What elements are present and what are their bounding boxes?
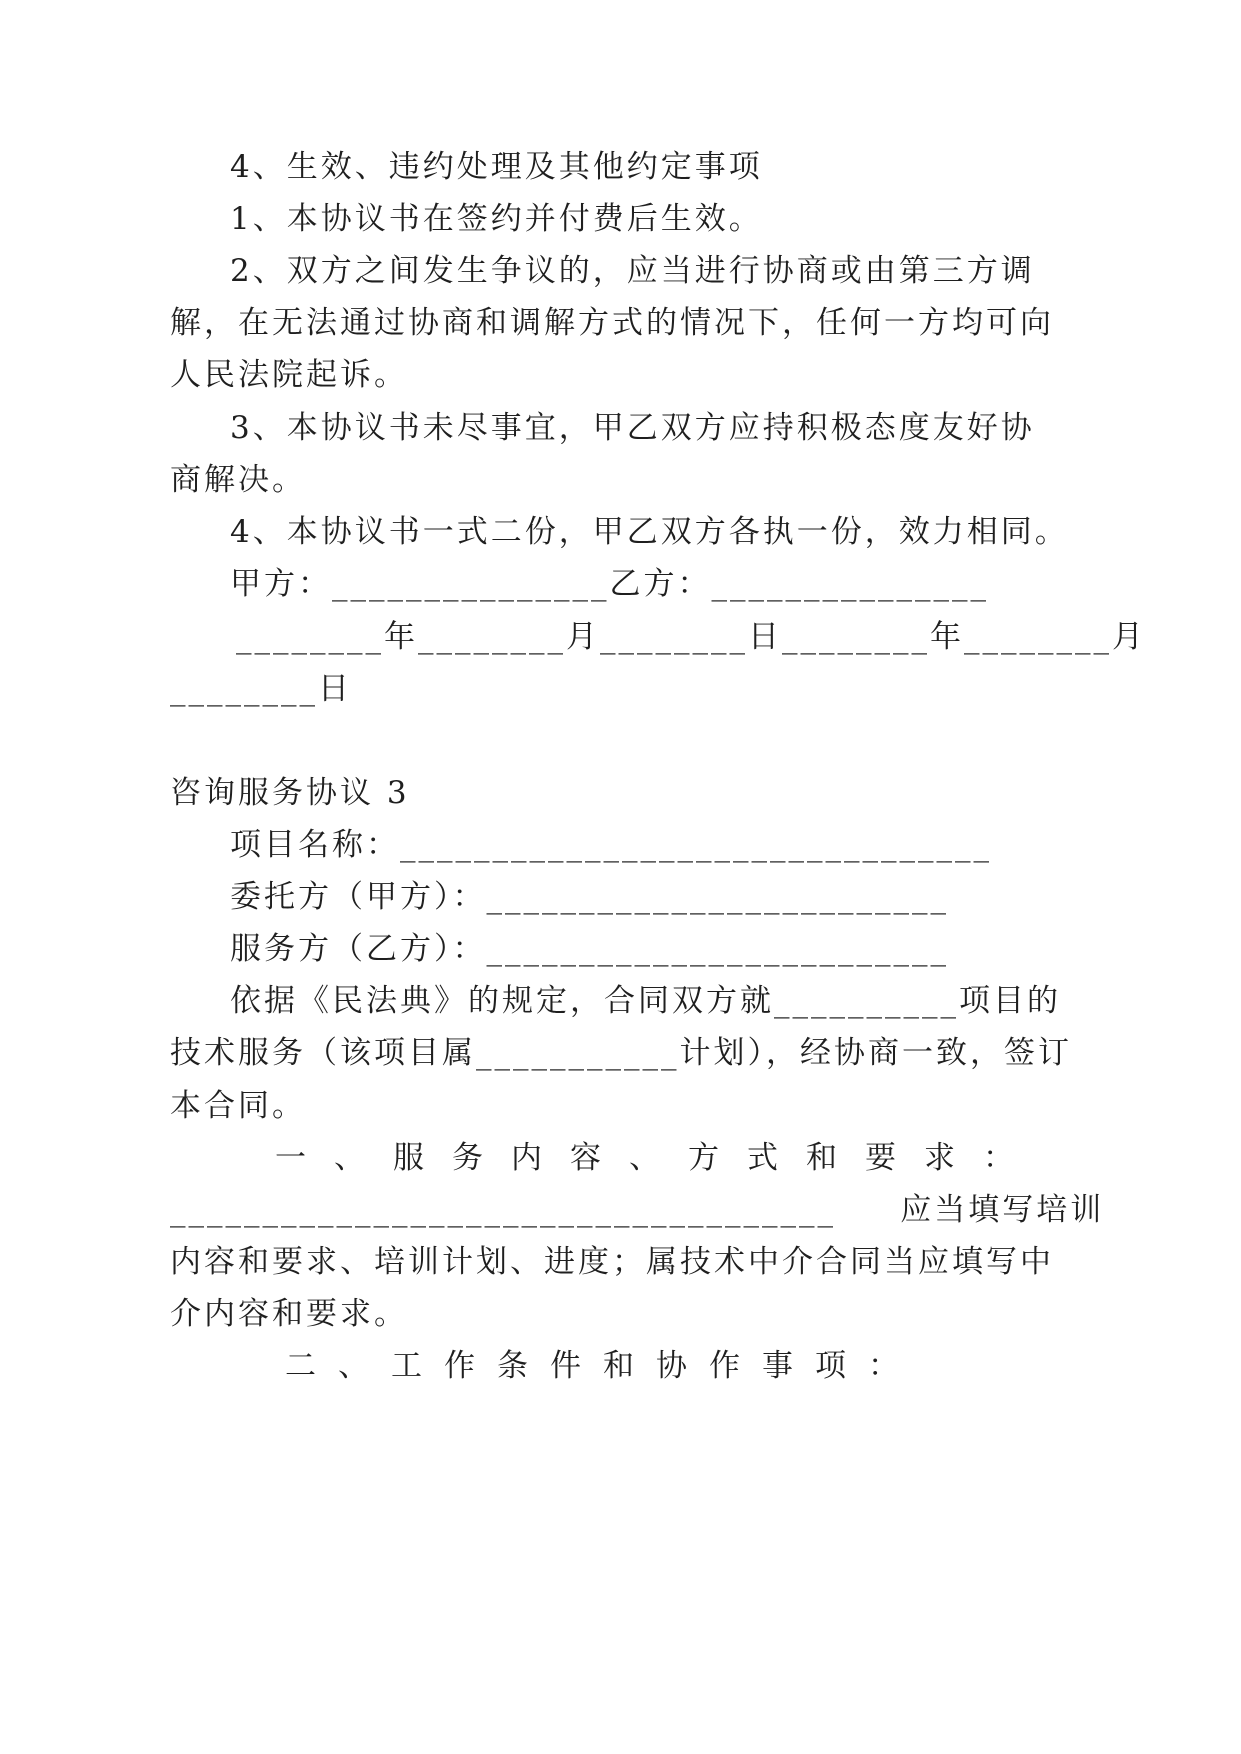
signature-parties: 甲方：_______________乙方：_______________ (230, 566, 989, 602)
clause-2-cont-2: 人民法院起诉。 (170, 357, 408, 393)
preamble-cont-2: 本合同。 (170, 1088, 306, 1124)
clause-3-cont: 商解决。 (170, 462, 306, 498)
clause-3: 3、本协议书未尽事宜，甲乙双方应持积极态度友好协 (230, 410, 1035, 446)
agreement-title: 咨询服务协议 3 (170, 775, 410, 811)
preamble: 依据《民法典》的规定，合同双方就__________项目的 (230, 983, 1061, 1019)
section-one-text-2: 介内容和要求。 (170, 1296, 408, 1332)
project-name-field: 项目名称：________________________________ (230, 827, 992, 863)
signature-dates: ________年________月________日________年________月 (236, 619, 1146, 655)
preamble-cont-1: 技术服务（该项目属___________计划），经协商一致，签订 (170, 1035, 1072, 1071)
section-heading-two: 二、工作条件和协作事项： (285, 1348, 921, 1384)
section-one-blank: ____________________________________ 应当填写培训 (170, 1192, 1105, 1228)
signature-dates-cont: ________日 (170, 671, 352, 707)
clause-1: 1、本协议书在签约并付费后生效。 (230, 201, 763, 237)
service-party-field: 服务方（乙方）：_________________________ (230, 931, 949, 967)
section-heading-one: 一、服务内容、方式和要求： (275, 1140, 1042, 1176)
client-party-field: 委托方（甲方）：_________________________ (230, 879, 949, 915)
clause-2: 2、双方之间发生争议的，应当进行协商或由第三方调 (230, 253, 1035, 289)
clause-2-cont-1: 解，在无法通过协商和调解方式的情况下，任何一方均可向 (170, 305, 1054, 341)
section-heading-4: 4、生效、违约处理及其他约定事项 (230, 149, 763, 185)
section-one-text-1: 内容和要求、培训计划、进度；属技术中介合同当应填写中 (170, 1244, 1054, 1280)
clause-4: 4、本协议书一式二份，甲乙双方各执一份，效力相同。 (230, 514, 1069, 550)
